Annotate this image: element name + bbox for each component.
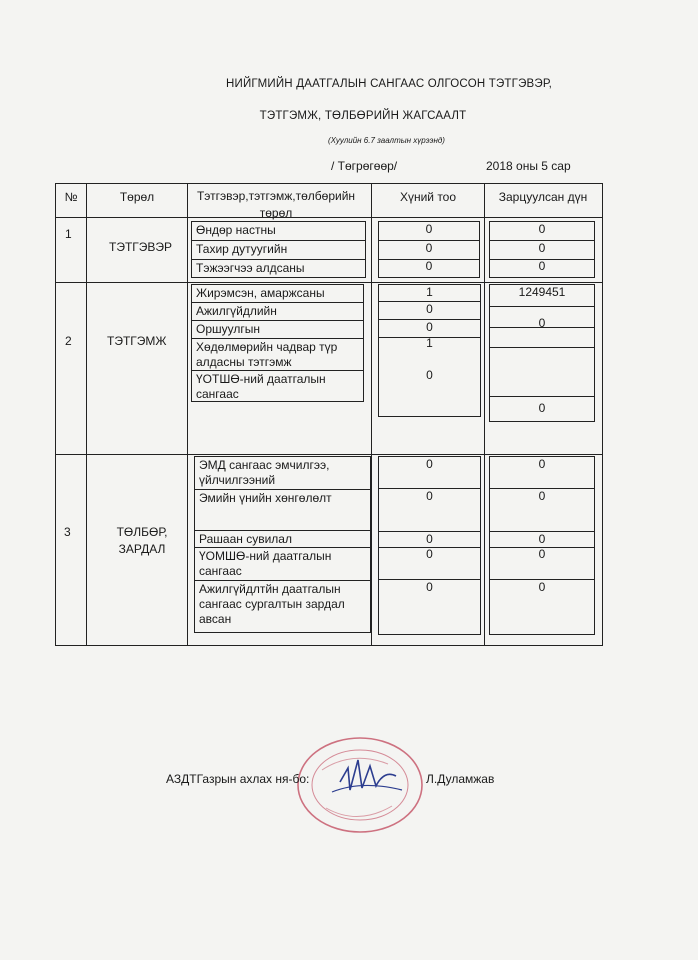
people-value: 0: [425, 222, 433, 236]
table-row: Жирэмсэн, амаржсаны: [192, 285, 363, 303]
amount-value: 0: [538, 222, 546, 236]
table-row: ЭМД сангаас эмчилгээ, үйлчилгээний: [195, 457, 370, 490]
table-row: ҮОМШӨ-ний даатгалын сангаас: [195, 548, 370, 581]
table-row: Хөдөлмөрийн чадвар түр алдасны тэтгэмж: [192, 339, 363, 371]
table-row: Тахир дутуугийн: [192, 241, 365, 260]
amount-value: 1249451: [518, 285, 566, 299]
amount-value: 0: [538, 580, 546, 594]
people-value: 0: [426, 320, 433, 334]
people-value: 0: [426, 368, 433, 382]
group-number: 2: [65, 334, 72, 348]
group-type: ТӨЛБӨР, ЗАРДАЛ: [116, 525, 168, 556]
subtype-box: [191, 284, 364, 402]
people-value: 0: [426, 580, 433, 594]
group-number: 3: [64, 525, 71, 539]
people-value: 0: [426, 489, 433, 503]
table-row: Эмийн үнийн хөнгөлөлт: [195, 490, 370, 531]
amount-value: 0: [538, 457, 546, 471]
people-value: 0: [425, 241, 433, 255]
group-number: 1: [65, 227, 72, 241]
people-value: 0: [426, 302, 433, 316]
table-row: Тэжээгчээ алдсаны: [196, 261, 305, 275]
document-title-line1: НИЙГМИЙН ДААТГАЛЫН САНГААС ОЛГОСОН ТЭТГЭВЭР,: [226, 78, 552, 90]
amount-value: 0: [538, 401, 546, 415]
group-type: ТЭТГЭВЭР: [109, 240, 173, 254]
report-period: 2018 оны 5 сар: [486, 159, 571, 173]
subtype-box: [191, 221, 366, 278]
table-row: Рашаан сувилал: [195, 531, 370, 548]
column-header-subtype: Тэтгэвэр,тэтгэмж,төлбөрийн төрөл: [196, 189, 356, 220]
people-value: 1: [426, 336, 433, 350]
table-row: Ажилгүйдлийн: [192, 303, 363, 321]
table-row: Оршуулгын: [192, 321, 363, 339]
people-value: 0: [425, 259, 433, 273]
column-header-number: №: [64, 190, 78, 204]
subtype-box: [194, 456, 371, 633]
group-type: ТЭТГЭМЖ: [107, 334, 167, 348]
column-header-type: Төрөл: [119, 190, 155, 204]
document-title-line2: ТЭТГЭМЖ, ТӨЛБӨРИЙН ЖАГСААЛТ: [259, 110, 467, 122]
signature-label: АЗДТГазрын ахлах ня-бо:: [166, 772, 310, 786]
column-header-amount: Зарцуулсан дүн: [498, 190, 588, 204]
law-reference-note: (Хуулийн 6.7 заалтын хүрээнд): [328, 136, 445, 145]
official-stamp: [292, 730, 432, 840]
amount-value: 0: [538, 241, 546, 255]
table-row: Өндөр настны: [192, 222, 365, 241]
people-value: 1: [426, 285, 433, 299]
signatory-name: Л.Дуламжав: [426, 772, 495, 786]
amount-value: 0: [538, 547, 546, 561]
amount-value: 0: [538, 316, 546, 330]
table-row: ҮОТШӨ-ний даатгалын сангаас: [196, 372, 326, 401]
amount-value: 0: [538, 489, 546, 503]
people-value: 0: [426, 457, 433, 471]
column-header-people: Хүний тоо: [399, 190, 457, 204]
amount-value: 0: [538, 532, 546, 546]
people-value: 0: [426, 547, 433, 561]
amount-value: 0: [538, 259, 546, 273]
table-row: Ажилгүйдлтйн даатгалын сангаас сургалтын зардал авсан: [199, 582, 345, 626]
people-value: 0: [426, 532, 433, 546]
currency-note: / Төгрөгөөр/: [331, 159, 398, 173]
